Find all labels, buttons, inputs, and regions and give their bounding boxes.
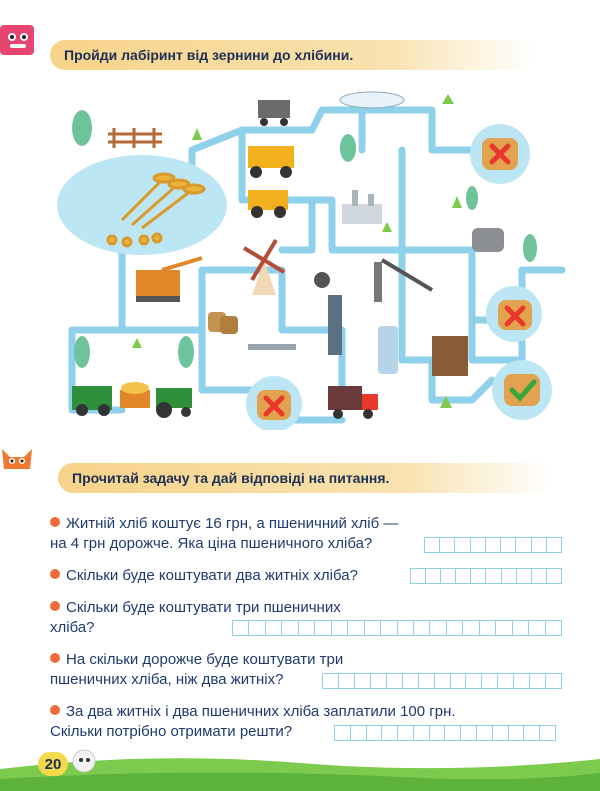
answer-grid-3[interactable]: [232, 620, 562, 636]
shelf-icon: [432, 336, 468, 376]
bullet-icon: [50, 569, 60, 579]
bullet-icon: [50, 653, 60, 663]
rails-icon: [248, 344, 296, 350]
truck-top-icon: [258, 100, 290, 126]
delivery-truck-icon: [328, 386, 378, 419]
answer-grid-2[interactable]: [410, 568, 562, 584]
fence-icon: [108, 128, 162, 148]
question-3: Скільки буде коштувати три пшеничних хліба?: [50, 599, 341, 636]
maze-illustration: [52, 90, 572, 430]
excavator-icon: [136, 258, 202, 302]
question-1: Житній хліб коштує 16 грн, а пшеничний хліб — на 4 грн дорожче. Яка ціна пшеничного хліба?: [50, 515, 399, 552]
section-title-maze: Пройди лабіринт від зернини до хлібини.: [50, 40, 534, 70]
question-4: На скільки дорожче буде коштувати три пшеничних хліба, ніж два житніх?: [50, 651, 344, 688]
question-5: За два житніх і два пшеничних хліба заплатили 100 грн. Скільки потрібно отримати решти?: [50, 703, 456, 740]
bread-wrong-icon: [486, 286, 542, 342]
tractor-icon: [156, 388, 192, 418]
bullet-icon: [50, 601, 60, 611]
chimney-icon: [314, 272, 342, 355]
page-number: 20: [38, 752, 68, 776]
factory-icon: [342, 190, 382, 224]
silo-icon: [378, 326, 398, 374]
bullet-icon: [50, 517, 60, 527]
bullet-icon: [50, 705, 60, 715]
answer-grid-5[interactable]: [334, 725, 556, 741]
zeppelin-icon: [340, 92, 404, 108]
section-title-task: Прочитай задачу та дай відповіді на питання.: [58, 463, 552, 493]
mascot-fox-icon: [0, 445, 34, 475]
grain-trailer-icon: [120, 382, 150, 408]
answer-grid-1[interactable]: [424, 537, 562, 553]
bread-wrong-icon: [470, 124, 530, 184]
dump-truck-icon: [248, 146, 294, 178]
sheep-icon: [70, 748, 98, 774]
bread-correct-icon: [492, 360, 552, 420]
question-2: Скільки буде коштувати два житніх хліба?: [50, 566, 358, 586]
loader-icon: [248, 190, 288, 218]
mascot-pink-icon: [0, 25, 34, 55]
sacks-icon: [208, 312, 238, 334]
pipe-icon: [472, 228, 504, 252]
bread-wrong-icon: [246, 376, 302, 430]
answer-grid-4[interactable]: [322, 673, 562, 689]
